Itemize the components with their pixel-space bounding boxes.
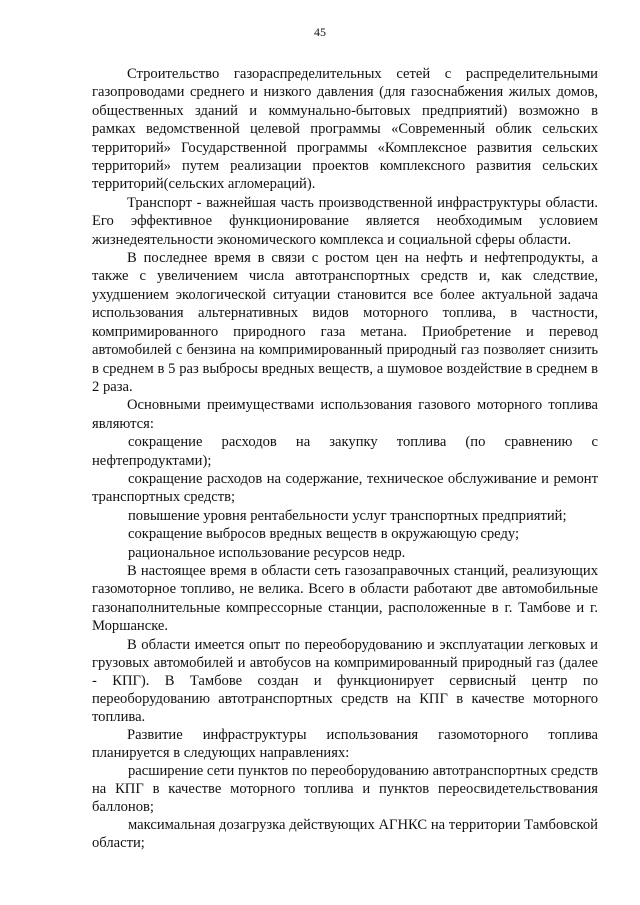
page-number: 45 (314, 25, 326, 39)
list-item-network-expansion: расширение сети пунктов по переоборудованию автотранспортных средств на КПГ в качестве моторного топлива и пунктов переосвидетельствования баллонов; (92, 762, 598, 815)
paragraph-infrastructure-plan: Развитие инфраструктуры использования газомоторного топлива планируется в следующих направлениях: (92, 726, 598, 761)
list-item-profitability: повышение уровня рентабельности услуг транспортных предприятий; (128, 507, 567, 524)
paragraph-transport: Транспорт - важнейшая часть производственной инфраструктуры области. Его эффективное функционирование является необходимым условием жизнедеятельности экономического комплекса и социальной сферы области. (92, 194, 598, 248)
paragraph-conversion-experience: В области имеется опыт по переоборудованию и эксплуатации легковых и грузовых автомобилей и автобусов на компримированный природный газ (далее - КПГ). В Тамбове создан и функционирует сервисный центр по переоборудованию автотранспортных средств на КПГ в качестве моторного топлива. (92, 636, 598, 725)
paragraph-gas-stations: В настоящее время в области сеть газозаправочных станций, реализующих газомоторное топливо, не велика. Всего в области работают две автомобильные газонаполнительные компрессорные станции, расположенные в г. Тамбове и г. Моршанске. (92, 562, 598, 635)
paragraph-gas-networks: Строительство газораспределительных сетей с распределительными газопроводами среднего и низкого давления (для газоснабжения жилых домов, общественных зданий и коммунально-бытовых предприятий) возможно в рамках ведомственной целевой программы «Современный облик сельских территорий» Государственной программы «Комплексное развития сельских территорий» путем реализации проектов комплексного развития сельских территорий(сельских агломераций). (92, 66, 598, 193)
list-item-maintenance-costs: сокращение расходов на содержание, техническое обслуживание и ремонт транспортных средств; (92, 470, 598, 506)
paragraph-advantages-intro: Основными преимуществами использования газового моторного топлива являются: (92, 397, 598, 432)
list-item-emissions: сокращение выбросов вредных веществ в окружающую среду; (128, 526, 520, 543)
list-item-station-load: максимальная дозагрузка действующих АГНКС на территории Тамбовской области; (92, 816, 598, 851)
list-item-fuel-costs: сокращение расходов на закупку топлива (по сравнению с нефтепродуктами); (92, 434, 598, 469)
paragraph-alternative-fuel: В последнее время в связи с ростом цен на нефть и нефтепродукты, а также с увеличением числа автотранспортных средств и, как следствие, ухудшением экологической ситуации становится все более актуальной задача использования альтернативных видов моторного топлива, в частности, компримированного природного газа метана. Приобретение и перевод автомобилей с бензина на компримированный природный газ позволяет снизить в среднем в 5 раз выбросы вредных веществ, а шумовое воздействие в среднем в 2 раза. (92, 250, 598, 395)
list-item-resources: рациональное использование ресурсов недр. (128, 544, 406, 561)
document-body (92, 65, 598, 852)
